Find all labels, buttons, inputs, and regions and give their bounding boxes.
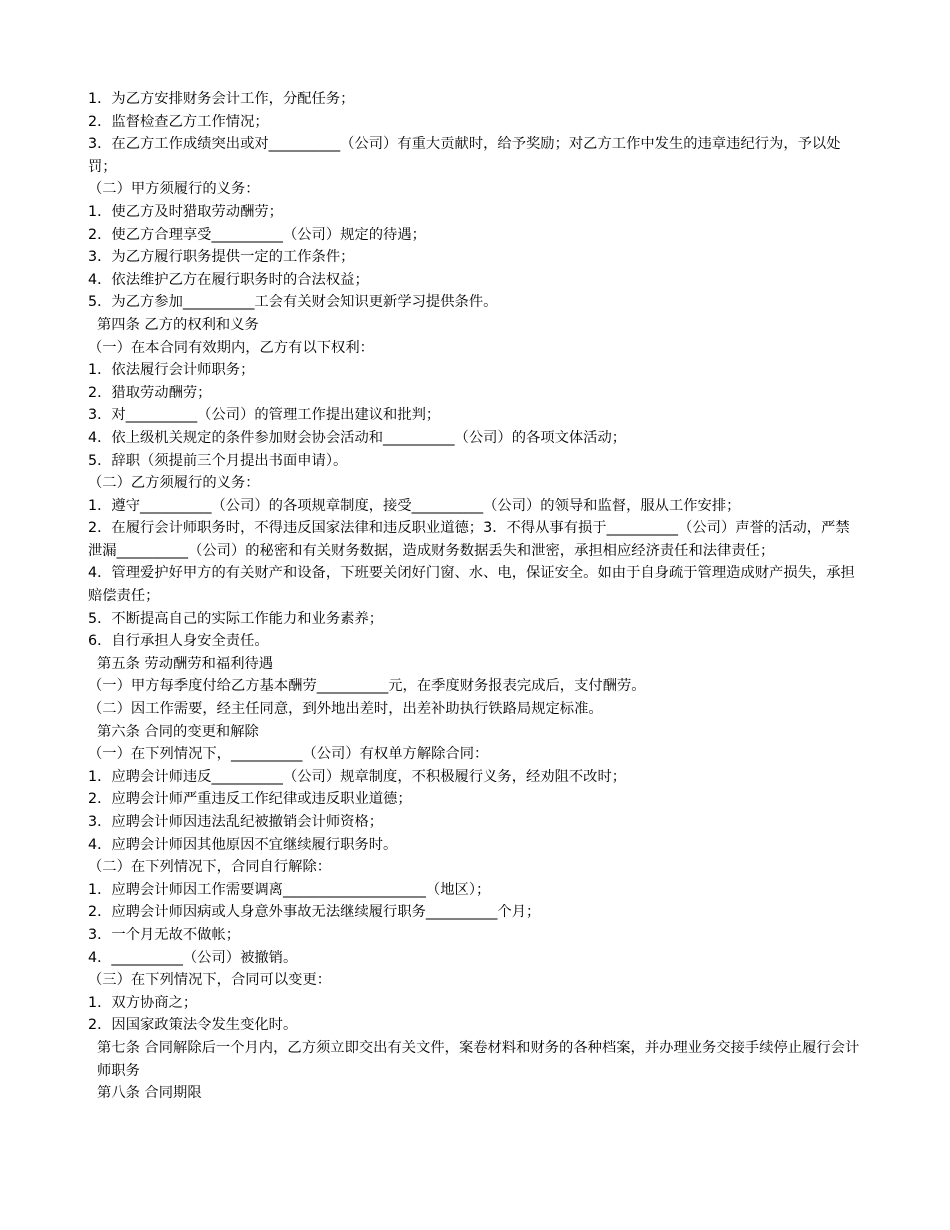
right-item-3: 3．对__________（公司）的管理工作提出建议和批判； <box>88 407 441 424</box>
b-obligation-item-1: 1．遵守__________（公司）的各项规章制度，接受__________（公司）的领导和监督，服从工作安排； <box>88 497 741 514</box>
auto-termination-item-2: 2．应聘会计师因病或人身意外事故无法继续履行职务__________个月； <box>88 904 541 921</box>
termination-subheading-1: （一）在下列情况下，__________（公司）有权单方解除合同： <box>88 746 489 763</box>
termination-item-3: 3．应聘会计师因违法乱纪被撤销会计师资格； <box>88 814 384 830</box>
auto-termination-item-1: 1．应聘会计师因工作需要调离____________________（地区）； <box>88 881 491 898</box>
change-item-1: 1．双方协商之； <box>88 994 198 1011</box>
change-item-2: 2．因国家政策法令发生变化时。 <box>88 1017 298 1034</box>
right-item-2: 2．猎取劳动酬劳； <box>88 384 212 401</box>
termination-item-2: 2．应聘会计师严重违反工作纪律或违反职业道德； <box>88 791 412 808</box>
termination-item-1: 1．应聘会计师违反__________（公司）规章制度，不积极履行义务，经劝阻不改时； <box>88 768 627 785</box>
article-7-paragraph: 第七条 合同解除后一个月内，乙方须立即交出有关文件，案卷材料和财务的各种档案，并办理业务交接手续停止履行会计师职务 <box>97 1039 860 1079</box>
obligation-item-5: 5．为乙方参加__________工会有关财会知识更新学习提供条件。 <box>88 294 498 311</box>
pay-clause-1: （一）甲方每季度付给乙方基本酬劳__________元，在季度财务报表完成后，支付酬劳。 <box>88 678 646 695</box>
right-item-5: 5．辞职（须提前三个月提出书面申请）。 <box>88 452 348 469</box>
duty-item-2: 2．监督检查乙方工作情况； <box>88 113 269 130</box>
b-obligation-item-2-3: 2．在履行会计师职务时，不得违反国家法律和违反职业道德；3．不得从事有损于__________（公司）声誉的活动，严禁泄漏__________（公司）的秘密和有关财务数据，造成财务数据丢失和泄密，承担相应经济责任和法律责任； <box>88 520 850 559</box>
party-b-rights-subheading: （一）在本合同有效期内，乙方有以下权利： <box>88 339 374 356</box>
obligation-item-3: 3．为乙方履行职务提供一定的工作条件； <box>88 249 355 266</box>
article-4-heading: 第四条 乙方的权利和义务 <box>97 316 259 333</box>
auto-termination-item-4: 4．__________（公司）被撤销。 <box>88 949 298 966</box>
obligation-item-1: 1．使乙方及时猎取劳动酬劳； <box>88 203 283 220</box>
right-item-1: 1．依法履行会计师职务； <box>88 362 255 379</box>
b-obligation-item-6: 6．自行承担人身安全责任。 <box>88 633 269 650</box>
document-page <box>88 88 862 1105</box>
b-obligation-item-5: 5．不断提高自己的实际工作能力和业务素养； <box>88 610 384 627</box>
right-item-4: 4．依上级机关规定的条件参加财会协会活动和__________（公司）的各项文体活动； <box>88 429 627 446</box>
obligation-item-4: 4．依法维护乙方在履行职务时的合法权益； <box>88 271 369 288</box>
pay-clause-2: （二）因工作需要，经主任同意，到外地出差时，出差补助执行铁路局规定标准。 <box>88 701 603 718</box>
party-a-obligations-subheading: （二）甲方须履行的义务： <box>88 181 260 198</box>
article-5-heading: 第五条 劳动酬劳和福利待遇 <box>97 655 274 672</box>
termination-subheading-2: （二）在下列情况下，合同自行解除： <box>88 859 332 876</box>
termination-item-4: 4．应聘会计师因其他原因不宜继续履行职务时。 <box>88 836 398 853</box>
b-obligation-item-4: 4．管理爱护好甲方的有关财产和设备，下班要关闭好门窗、水、电，保证安全。如由于自身疏于管理造成财产损失，承担赔偿责任； <box>88 565 855 605</box>
party-b-obligations-subheading: （二）乙方须履行的义务： <box>88 475 260 492</box>
obligation-item-2: 2．使乙方合理享受__________（公司）规定的待遇； <box>88 226 426 243</box>
article-8-heading: 第八条 合同期限 <box>97 1085 202 1102</box>
duty-item-3: 3．在乙方工作成绩突出或对__________（公司）有重大贡献时，给予奖励；对乙方工作中发生的违章违纪行为，予以处罚； <box>88 136 841 175</box>
duty-item-1: 1．为乙方安排财务会计工作，分配任务； <box>88 91 355 107</box>
auto-termination-item-3: 3．一个月无故不做帐； <box>88 926 241 943</box>
change-subheading: （三）在下列情况下，合同可以变更： <box>88 972 332 989</box>
article-6-heading: 第六条 合同的变更和解除 <box>97 723 259 740</box>
